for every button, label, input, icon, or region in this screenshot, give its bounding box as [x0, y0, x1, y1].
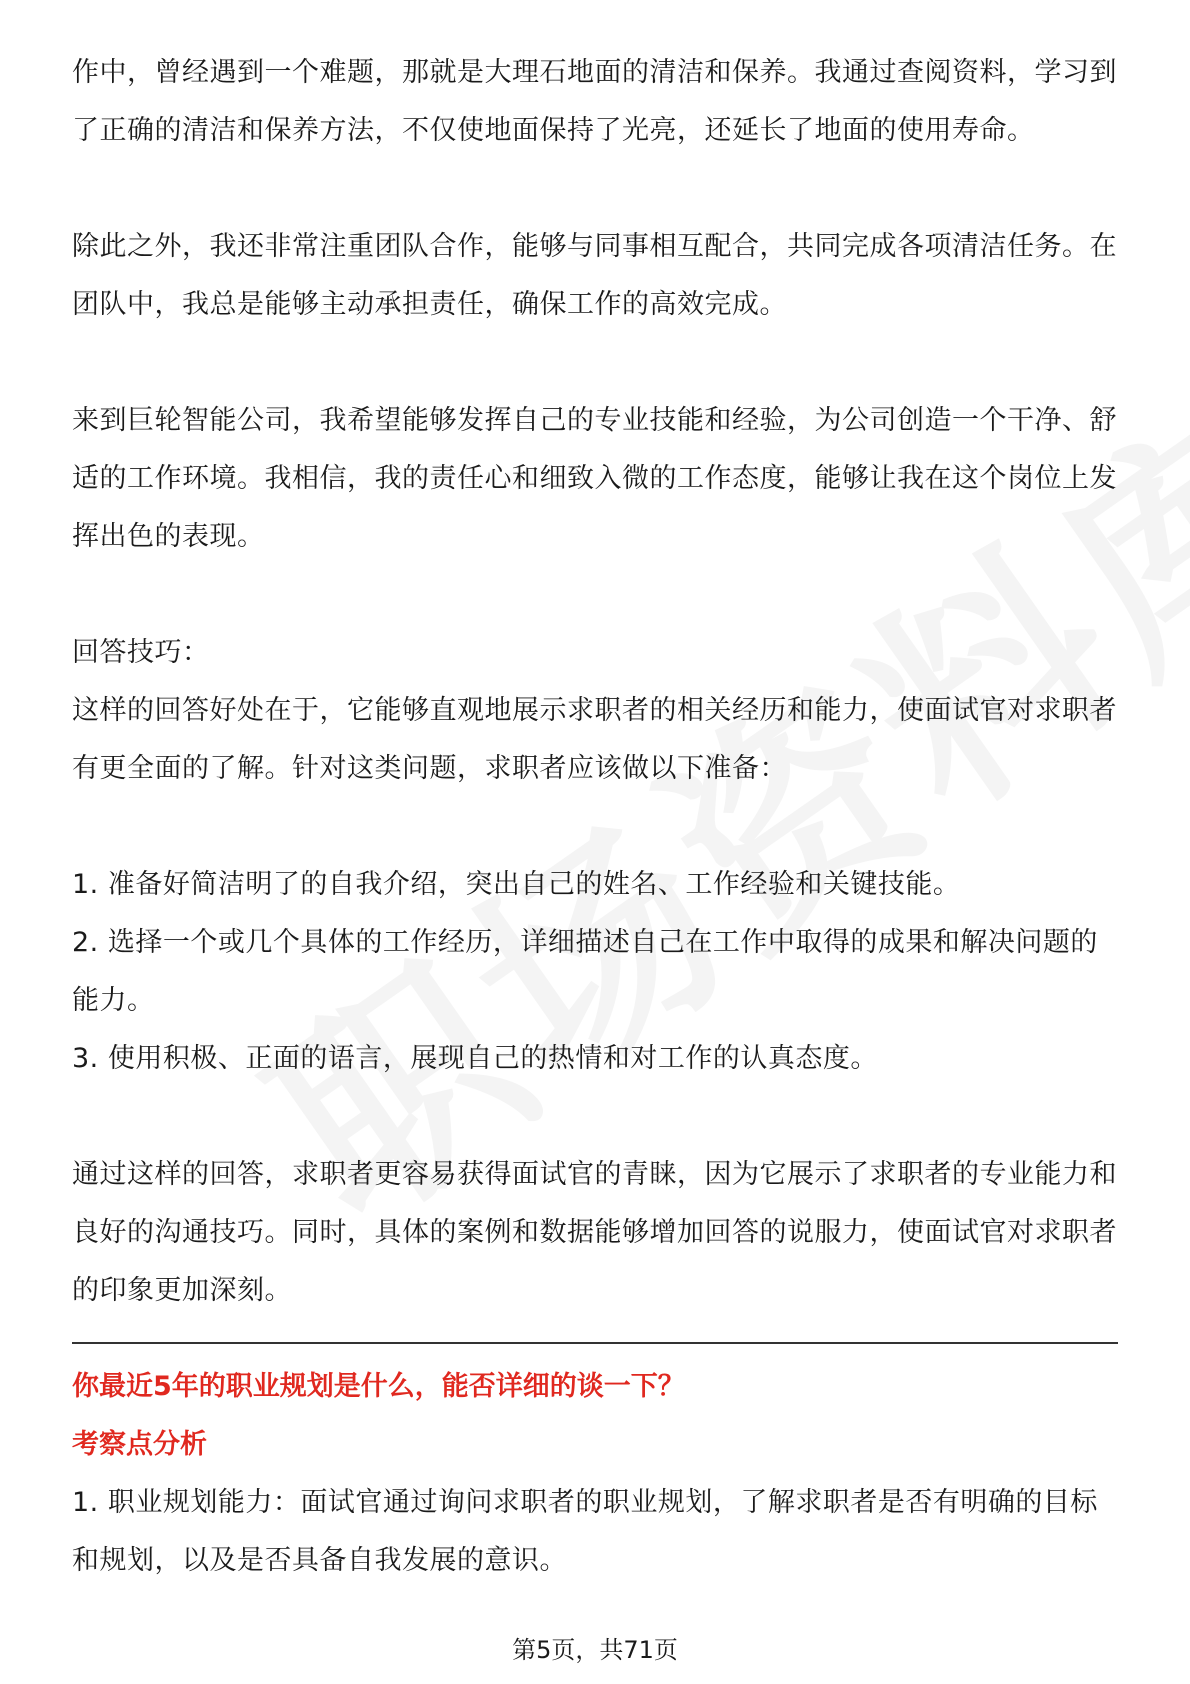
section-divider: [72, 1342, 1118, 1344]
tips-item-2: 2. 选择一个或几个具体的工作经历，详细描述自己在工作中取得的成果和解决问题的能力。: [72, 927, 1098, 1016]
tips-label: 回答技巧：: [72, 637, 210, 668]
paragraph-teamwork: 除此之外，我还非常注重团队合作，能够与同事相互配合，共同完成各项清洁任务。在团队中，我总是能够主动承担责任，确保工作的高效完成。: [72, 231, 1117, 320]
document-body: [72, 44, 1118, 1590]
tips-item-1: 1. 准备好简洁明了的自我介绍，突出自己的姓名、工作经验和关键技能。: [72, 869, 961, 900]
tips-intro: 这样的回答好处在于，它能够直观地展示求职者的相关经历和能力，使面试官对求职者有更全面的了解。针对这类问题，求职者应该做以下准备：: [72, 695, 1117, 784]
tips-conclusion: 通过这样的回答，求职者更容易获得面试官的青睐，因为它展示了求职者的专业能力和良好的沟通技巧。同时，具体的案例和数据能够增加回答的说服力，使面试官对求职者的印象更加深刻。: [72, 1159, 1117, 1306]
page-number: 第5页，共71页: [512, 1636, 678, 1664]
paragraph-motivation: 来到巨轮智能公司，我希望能够发挥自己的专业技能和经验，为公司创造一个干净、舒适的工作环境。我相信，我的责任心和细致入微的工作态度，能够让我在这个岗位上发挥出色的表现。: [72, 405, 1117, 552]
analysis-item-1: 1. 职业规划能力：面试官通过询问求职者的职业规划，了解求职者是否有明确的目标和规划，以及是否具备自我发展的意识。: [72, 1487, 1098, 1576]
paragraph-experience: 作中，曾经遇到一个难题，那就是大理石地面的清洁和保养。我通过查阅资料，学习到了正确的清洁和保养方法，不仅使地面保持了光亮，还延长了地面的使用寿命。: [72, 57, 1117, 146]
tips-item-3: 3. 使用积极、正面的语言，展现自己的热情和对工作的认真态度。: [72, 1043, 878, 1074]
analysis-title: 考察点分析: [72, 1429, 207, 1460]
question-heading: 你最近5年的职业规划是什么，能否详细的谈一下？: [72, 1371, 685, 1402]
